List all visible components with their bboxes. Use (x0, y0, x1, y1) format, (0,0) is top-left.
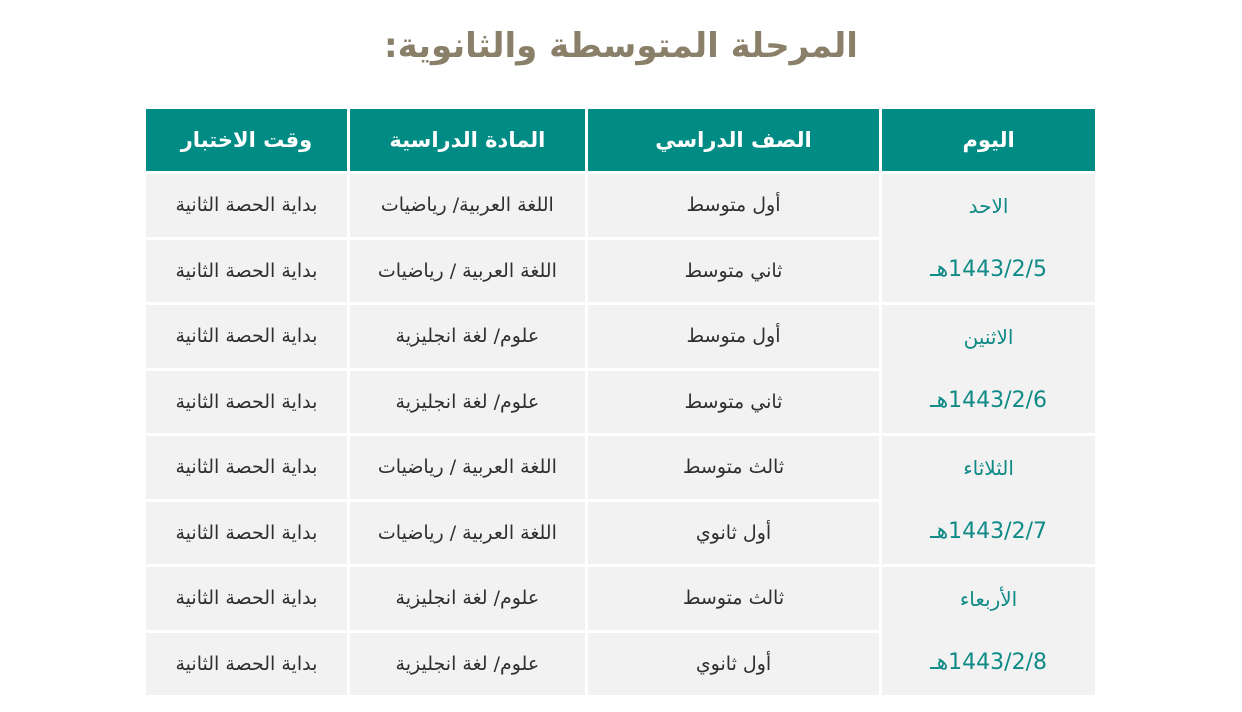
day-cell (882, 567, 1095, 695)
table-row (146, 305, 1095, 368)
table-header-row (146, 109, 1095, 171)
day-cell (882, 436, 1095, 564)
grade-cell: أول متوسط (588, 174, 879, 237)
day-date: 1443/2/6هـ (930, 388, 1047, 413)
day-date: 1443/2/7هـ (930, 519, 1047, 544)
day-cell (882, 174, 1095, 302)
time-cell: بداية الحصة الثانية (146, 371, 347, 434)
time-cell: بداية الحصة الثانية (146, 174, 347, 237)
time-cell: بداية الحصة الثانية (146, 567, 347, 630)
subject-cell: اللغة العربية / رياضيات (350, 502, 585, 565)
page-title: المرحلة المتوسطة والثانوية: (384, 26, 858, 66)
subject-cell: اللغة العربية/ رياضيات (350, 174, 585, 237)
subject-cell: علوم/ لغة انجليزية (350, 567, 585, 630)
time-cell: بداية الحصة الثانية (146, 502, 347, 565)
time-cell: بداية الحصة الثانية (146, 240, 347, 303)
day-name: الثلاثاء (963, 456, 1014, 480)
grade-cell: ثاني متوسط (588, 240, 879, 303)
header-day: اليوم (882, 109, 1095, 171)
header-time: وقت الاختبار (146, 109, 347, 171)
subject-cell: علوم/ لغة انجليزية (350, 371, 585, 434)
time-cell: بداية الحصة الثانية (146, 436, 347, 499)
time-cell: بداية الحصة الثانية (146, 633, 347, 696)
grade-cell: أول ثانوي (588, 633, 879, 696)
grade-cell: ثالث متوسط (588, 436, 879, 499)
time-cell: بداية الحصة الثانية (146, 305, 347, 368)
day-name: الأربعاء (959, 587, 1018, 611)
day-cell (882, 305, 1095, 433)
subject-cell: علوم/ لغة انجليزية (350, 633, 585, 696)
subject-cell: اللغة العربية / رياضيات (350, 240, 585, 303)
grade-cell: أول متوسط (588, 305, 879, 368)
day-date: 1443/2/5هـ (930, 257, 1047, 282)
day-name: الاحد (968, 194, 1009, 218)
grade-cell: ثالث متوسط (588, 567, 879, 630)
day-name: الاثنين (963, 325, 1014, 349)
day-date: 1443/2/8هـ (930, 650, 1047, 675)
subject-cell: علوم/ لغة انجليزية (350, 305, 585, 368)
header-grade: الصف الدراسي (588, 109, 879, 171)
subject-cell: اللغة العربية / رياضيات (350, 436, 585, 499)
table-row (146, 174, 1095, 237)
grade-cell: أول ثانوي (588, 502, 879, 565)
header-subject: المادة الدراسية (350, 109, 585, 171)
grade-cell: ثاني متوسط (588, 371, 879, 434)
exam-schedule-table (143, 106, 1098, 698)
table-row (146, 567, 1095, 630)
table-row (146, 436, 1095, 499)
